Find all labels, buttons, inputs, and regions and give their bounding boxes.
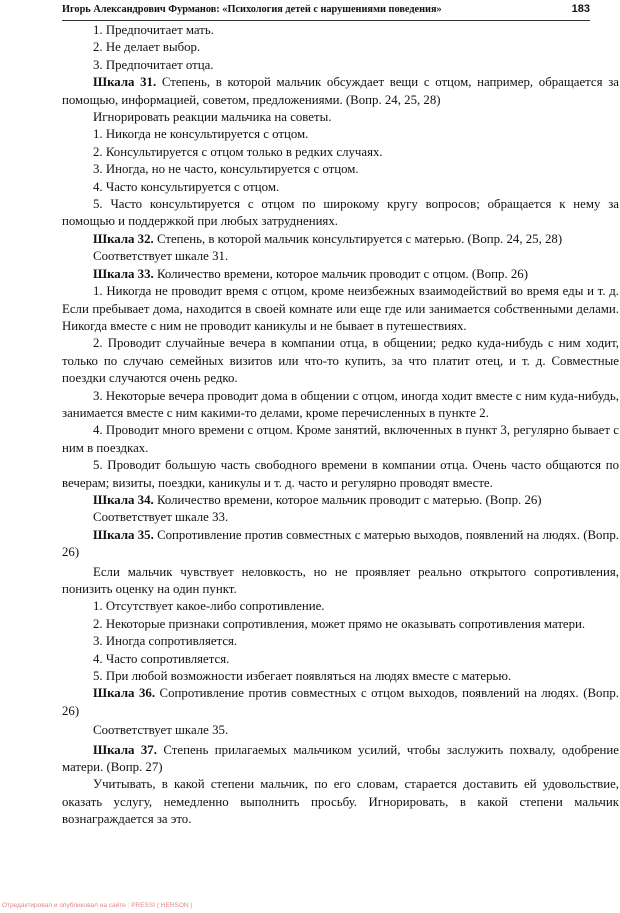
paragraph-text: 1. Никогда не консультируется с отцом. [93, 127, 309, 142]
running-header [62, 4, 590, 21]
paragraph [62, 651, 619, 668]
paragraph-text: 5. При любой возможности избегает появляться на людях вместе с матерью. [93, 669, 512, 684]
body-text [62, 22, 619, 829]
scale-paragraph [62, 231, 619, 248]
paragraph [62, 144, 619, 161]
paragraph-text: 5. Часто консультируется с отцом по широкому кругу вопросов; обращается к нему за помощью и поддержкой при любых затруднениях. [62, 197, 619, 229]
header-title: Игорь Александрович Фурманов: «Психология детей с нарушениями поведения» [62, 4, 442, 15]
paragraph-text: Если мальчик чувствует неловкость, но не проявляет реально открытого сопротивления, понизить оценку на один пункт. [62, 564, 619, 596]
paragraph-text: 2. Некоторые признаки сопротивления, может прямо не оказывать сопротивления матери. [93, 616, 586, 631]
paragraph-text: 3. Иногда, но не часто, консультируется с отцом. [93, 162, 359, 177]
paragraph-text: Сопротивление против совместных с матерью выходов, появлений на людях. (Вопр. 26) [62, 527, 619, 560]
paragraph [62, 22, 619, 39]
scale-label: Шкала 33. [93, 266, 154, 281]
paragraph-text: Соответствует шкале 33. [93, 510, 229, 525]
paragraph-text: Соответствует шкале 31. [93, 249, 229, 264]
paragraph [62, 39, 619, 56]
scale-label: Шкала 37. [93, 742, 157, 757]
paragraph [62, 57, 619, 74]
scale-paragraph [62, 685, 619, 720]
scale-paragraph [62, 527, 619, 562]
paragraph [62, 335, 619, 387]
paragraph-text: Количество времени, которое мальчик проводит с отцом. (Вопр. 26) [153, 266, 529, 281]
scale-label: Шкала 35. [93, 527, 154, 542]
scale-paragraph [62, 492, 619, 509]
scale-label: Шкала 31. [93, 75, 157, 90]
paragraph-text: Количество времени, которое мальчик проводит с матерью. (Вопр. 26) [153, 492, 542, 507]
scale-label: Шкала 36. [93, 686, 156, 701]
paragraph-text: 1. Отсутствует какое-либо сопротивление. [93, 599, 325, 614]
paragraph [62, 388, 619, 423]
scale-paragraph [62, 74, 619, 109]
paragraph [62, 126, 619, 143]
paragraph [62, 109, 619, 126]
paragraph [62, 722, 619, 739]
scale-paragraph [62, 742, 619, 777]
paragraph [62, 633, 619, 650]
paragraph [62, 564, 619, 599]
scale-label: Шкала 34. [93, 492, 154, 507]
paragraph-text: 3. Иногда сопротивляется. [93, 634, 238, 649]
paragraph [62, 457, 619, 492]
paragraph-text: Степень прилагаемых мальчиком усилий, чтобы заслужить похвалу, одобрение матери. (Вопр. 27) [62, 742, 619, 775]
paragraph [62, 179, 619, 196]
paragraph-text: Учитывать, в какой степени мальчик, по его словам, старается доставить ей удовольствие, оказать услугу, немедленно выполнить просьбу. Игнорировать, в какой степени мальчик вознаграждается за это. [62, 777, 619, 827]
paragraph-text: 2. Не делает выбор. [93, 40, 201, 55]
paragraph [62, 616, 619, 633]
paragraph-text: 5. Проводит большую часть свободного времени в компании отца. Очень часто общаются по вечерам; визиты, поездки, каникулы и т. д. часто и регулярно проводят вместе. [62, 458, 619, 490]
page-number: 183 [571, 3, 590, 15]
paragraph [62, 776, 619, 828]
paragraph-text: 3. Некоторые вечера проводит дома в общении с отцом, иногда ходит вместе с ним куда-нибудь, занимается вместе с ним какими-то делами, кроме перечисленных в пункте 2. [62, 388, 619, 420]
scale-label: Шкала 32. [93, 231, 154, 246]
paragraph-text: 2. Консультируется с отцом только в редких случаях. [93, 144, 383, 159]
paragraph [62, 248, 619, 265]
paragraph-text: 1. Предпочитает мать. [93, 23, 214, 37]
paragraph-text: 1. Никогда не проводит время с отцом, кроме неизбежных взаимодействий во время еды и т. д. Если пребывает дома, находится в своей комнате или еще где или занимается собственными делами. Никогда вместе с ним не проводит каникулы и не бывает в путешествиях. [62, 284, 619, 333]
paragraph-text: Игнорировать реакции мальчика на советы. [93, 110, 332, 125]
paragraph-text: 4. Часто консультируется с отцом. [93, 179, 280, 194]
paragraph [62, 283, 619, 335]
paragraph-text: Сопротивление против совместных с отцом выходов, появлений на людях. (Вопр. 26) [62, 686, 619, 718]
paragraph-text: 3. Предпочитает отца. [93, 57, 214, 72]
paragraph [62, 668, 619, 685]
paragraph [62, 598, 619, 615]
paragraph-text: Степень, в которой мальчик консультируется с матерью. (Вопр. 24, 25, 28) [153, 231, 563, 246]
paragraph [62, 196, 619, 231]
paragraph-text: 4. Часто сопротивляется. [93, 651, 230, 666]
paragraph [62, 161, 619, 178]
paragraph-text: Соответствует шкале 35. [93, 723, 229, 738]
paragraph [62, 509, 619, 526]
paragraph-text: Степень, в которой мальчик обсуждает вещи с отцом, например, обращается за помощью, информацией, советом, предложениями. (Вопр. 24, 25, 28) [62, 75, 619, 107]
paragraph [62, 422, 619, 457]
paragraph-text: 4. Проводит много времени с отцом. Кроме занятий, включенных в пункт 3, регулярно бывает с ним в поездках. [62, 423, 619, 455]
paragraph-text: 2. Проводит случайные вечера в компании отца, в общении; редко куда-нибудь с ним ходит, только по случаю семейных визитов или что-то купить, за что платит отец, и т. д. Совместные поездки случаются очень редко. [62, 336, 619, 386]
scale-paragraph [62, 266, 619, 283]
footer-watermark: Отредактировал и опубликовал на сайте : PRESSI ( HERSON ) [2, 902, 193, 909]
